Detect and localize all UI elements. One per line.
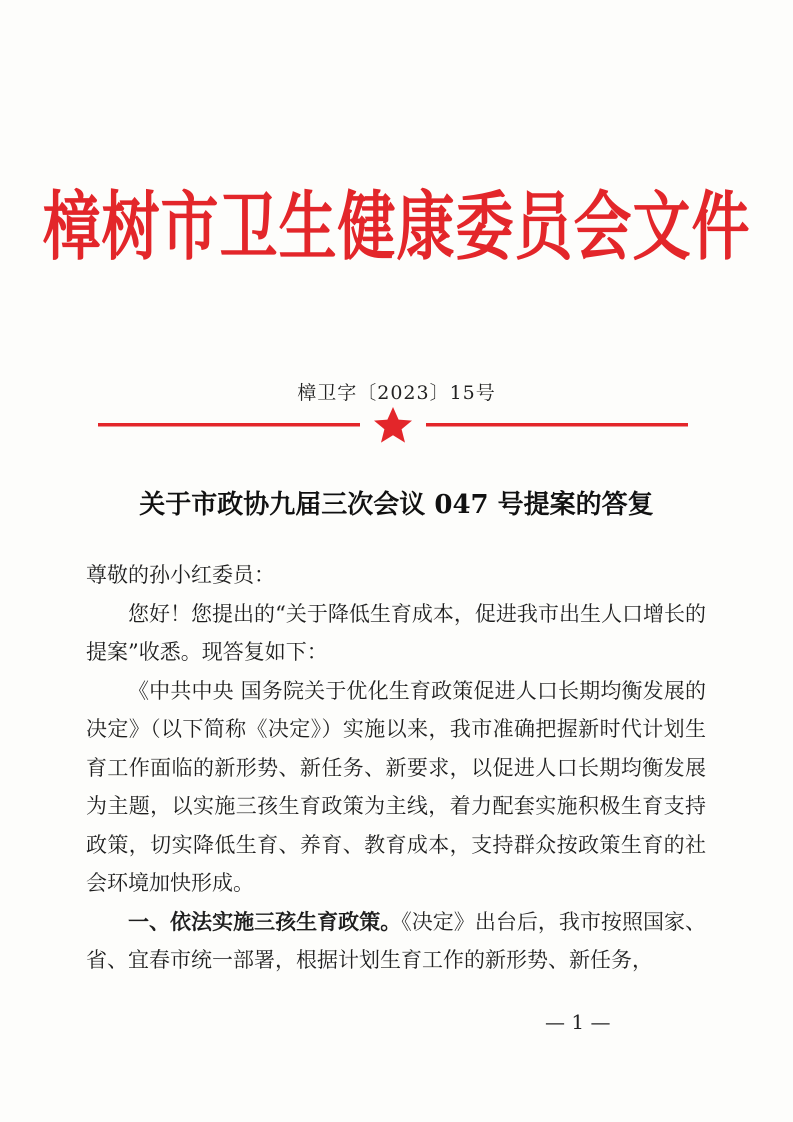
divider-line-left — [98, 423, 360, 427]
letter-body — [86, 556, 706, 980]
opening-paragraph: 您好！您提出的“关于降低生育成本，促进我市出生人口增长的提案”收悉。现答复如下： — [86, 601, 706, 664]
red-header-divider — [98, 405, 688, 445]
page-number: — 1 — — [545, 1010, 611, 1034]
divider-line-right — [426, 423, 688, 427]
document-number: 樟卫字〔2023〕15号 — [297, 382, 496, 404]
section-one-text: 《决定》出台后，我市按照国家、省、宜春市统一部署，根据计划生育工作的新形势、新任务， — [86, 909, 707, 972]
background-paragraph: 《中共中央 国务院关于优化生育政策促进人口长期均衡发展的决定》（以下简称《决定》）实施以来，我市准确把握新时代计划生育工作面临的新形势、新任务、新要求，以促进人口长期均衡发展为主题，以实施三孩生育政策为主线，着力配套实施积极生育支持政策，切实降低生育、养育、教育成本，支持群众按政策生育的社会环境加快形成。 — [86, 678, 706, 895]
section-one-heading: 一、依法实施三孩生育政策。 — [128, 908, 402, 934]
star-icon — [374, 407, 412, 443]
salutation: 尊敬的孙小红委员： — [86, 563, 275, 587]
issuing-authority-title: 樟树市卫生健康委员会文件 — [42, 183, 751, 271]
section-one-paragraph — [86, 903, 706, 980]
reply-title: 关于市政协九届三次会议 047 号提案的答复 — [139, 490, 654, 520]
